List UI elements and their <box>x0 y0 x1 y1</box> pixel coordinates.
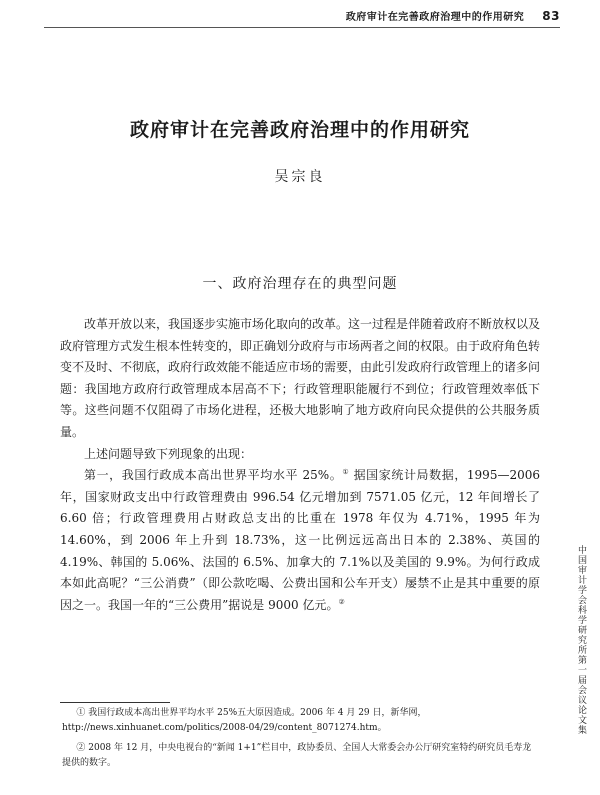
running-title: 政府审计在完善政府治理中的作用研究 <box>345 12 525 23</box>
paragraph-2: 上述问题导致下列现象的出现： <box>84 446 253 461</box>
paragraph-1: 改革开放以来，我国逐步实施市场化取向的改革。这一过程是伴随着政府不断放权以及政府管理方式发生根本性转变的，即正确划分政府与市场两者之间的权限。由于政府角色转变不及时、不彻底，政府行政效能不能适应市场的需要，由此引发政府行政管理上的诸多问题：我国地方政府行政管理成本居高不下；行政管理职能履行不到位；行政管理效率低下等。这些问题不仅阻碍了市场化进程，还极大地影响了地方政府向民众提供的公共服务质量。 <box>60 317 541 439</box>
footnote-2: ② 2008 年 12 月，中央电视台的“新闻 1+1”栏目中，政协委员、全国人大常委会办公厅研究室特约研究员毛寿龙提供的数字。 <box>62 743 532 768</box>
footnote-divider <box>60 702 170 703</box>
article-author: 吴宗良 <box>274 169 326 185</box>
paragraph-3 <box>60 465 540 616</box>
section-heading: 一、政府治理存在的典型问题 <box>202 276 398 292</box>
footnotes <box>62 706 538 776</box>
footnote-ref-1: ① <box>342 468 350 477</box>
footnote-ref-2: ② <box>338 597 345 606</box>
body-text <box>60 314 540 616</box>
running-header <box>346 8 560 23</box>
header-divider <box>44 27 560 28</box>
side-margin-note: 中国审计学会科学研究所第一届会议论文集 <box>576 545 586 735</box>
paragraph-3-part-a: 第一，我国行政成本高出世界平均水平 25%。 <box>84 468 343 483</box>
page-number: 83 <box>542 9 560 23</box>
paragraph-3-part-b: 据国家统计局数据，1995—2006 年，国家财政支出中行政管理费由 996.54 亿元增加到 7571.05 亿元，12 年间增长了 6.60 倍；行政管理费用占财政总支出的比重在 1978 年仅为 4.71%，1995 年为 14.60%，到 2006 年上升到 18.73%，这一比例远远高出日本的 2.38%、英国的 4.19%、韩国的 5.06%、法国的 6.5%、加拿大的 7.1%以及美国的 9.9%。为何行政成本如此高呢？“三公消费”（即公款吃喝、公费出国和公车开支）屡禁不止是其中重要的原因之一。我国一年的“三公费用”据说是 9000 亿元。 <box>60 468 540 612</box>
article-title: 政府审计在完善政府治理中的作用研究 <box>129 119 470 141</box>
footnote-1: ① 我国行政成本高出世界平均水平 25%五大原因造成。2006 年 4 月 29 日，新华网，http://news.xinhuanet.com/politics/2008-04/29/content_8071274.htm。 <box>62 708 427 733</box>
